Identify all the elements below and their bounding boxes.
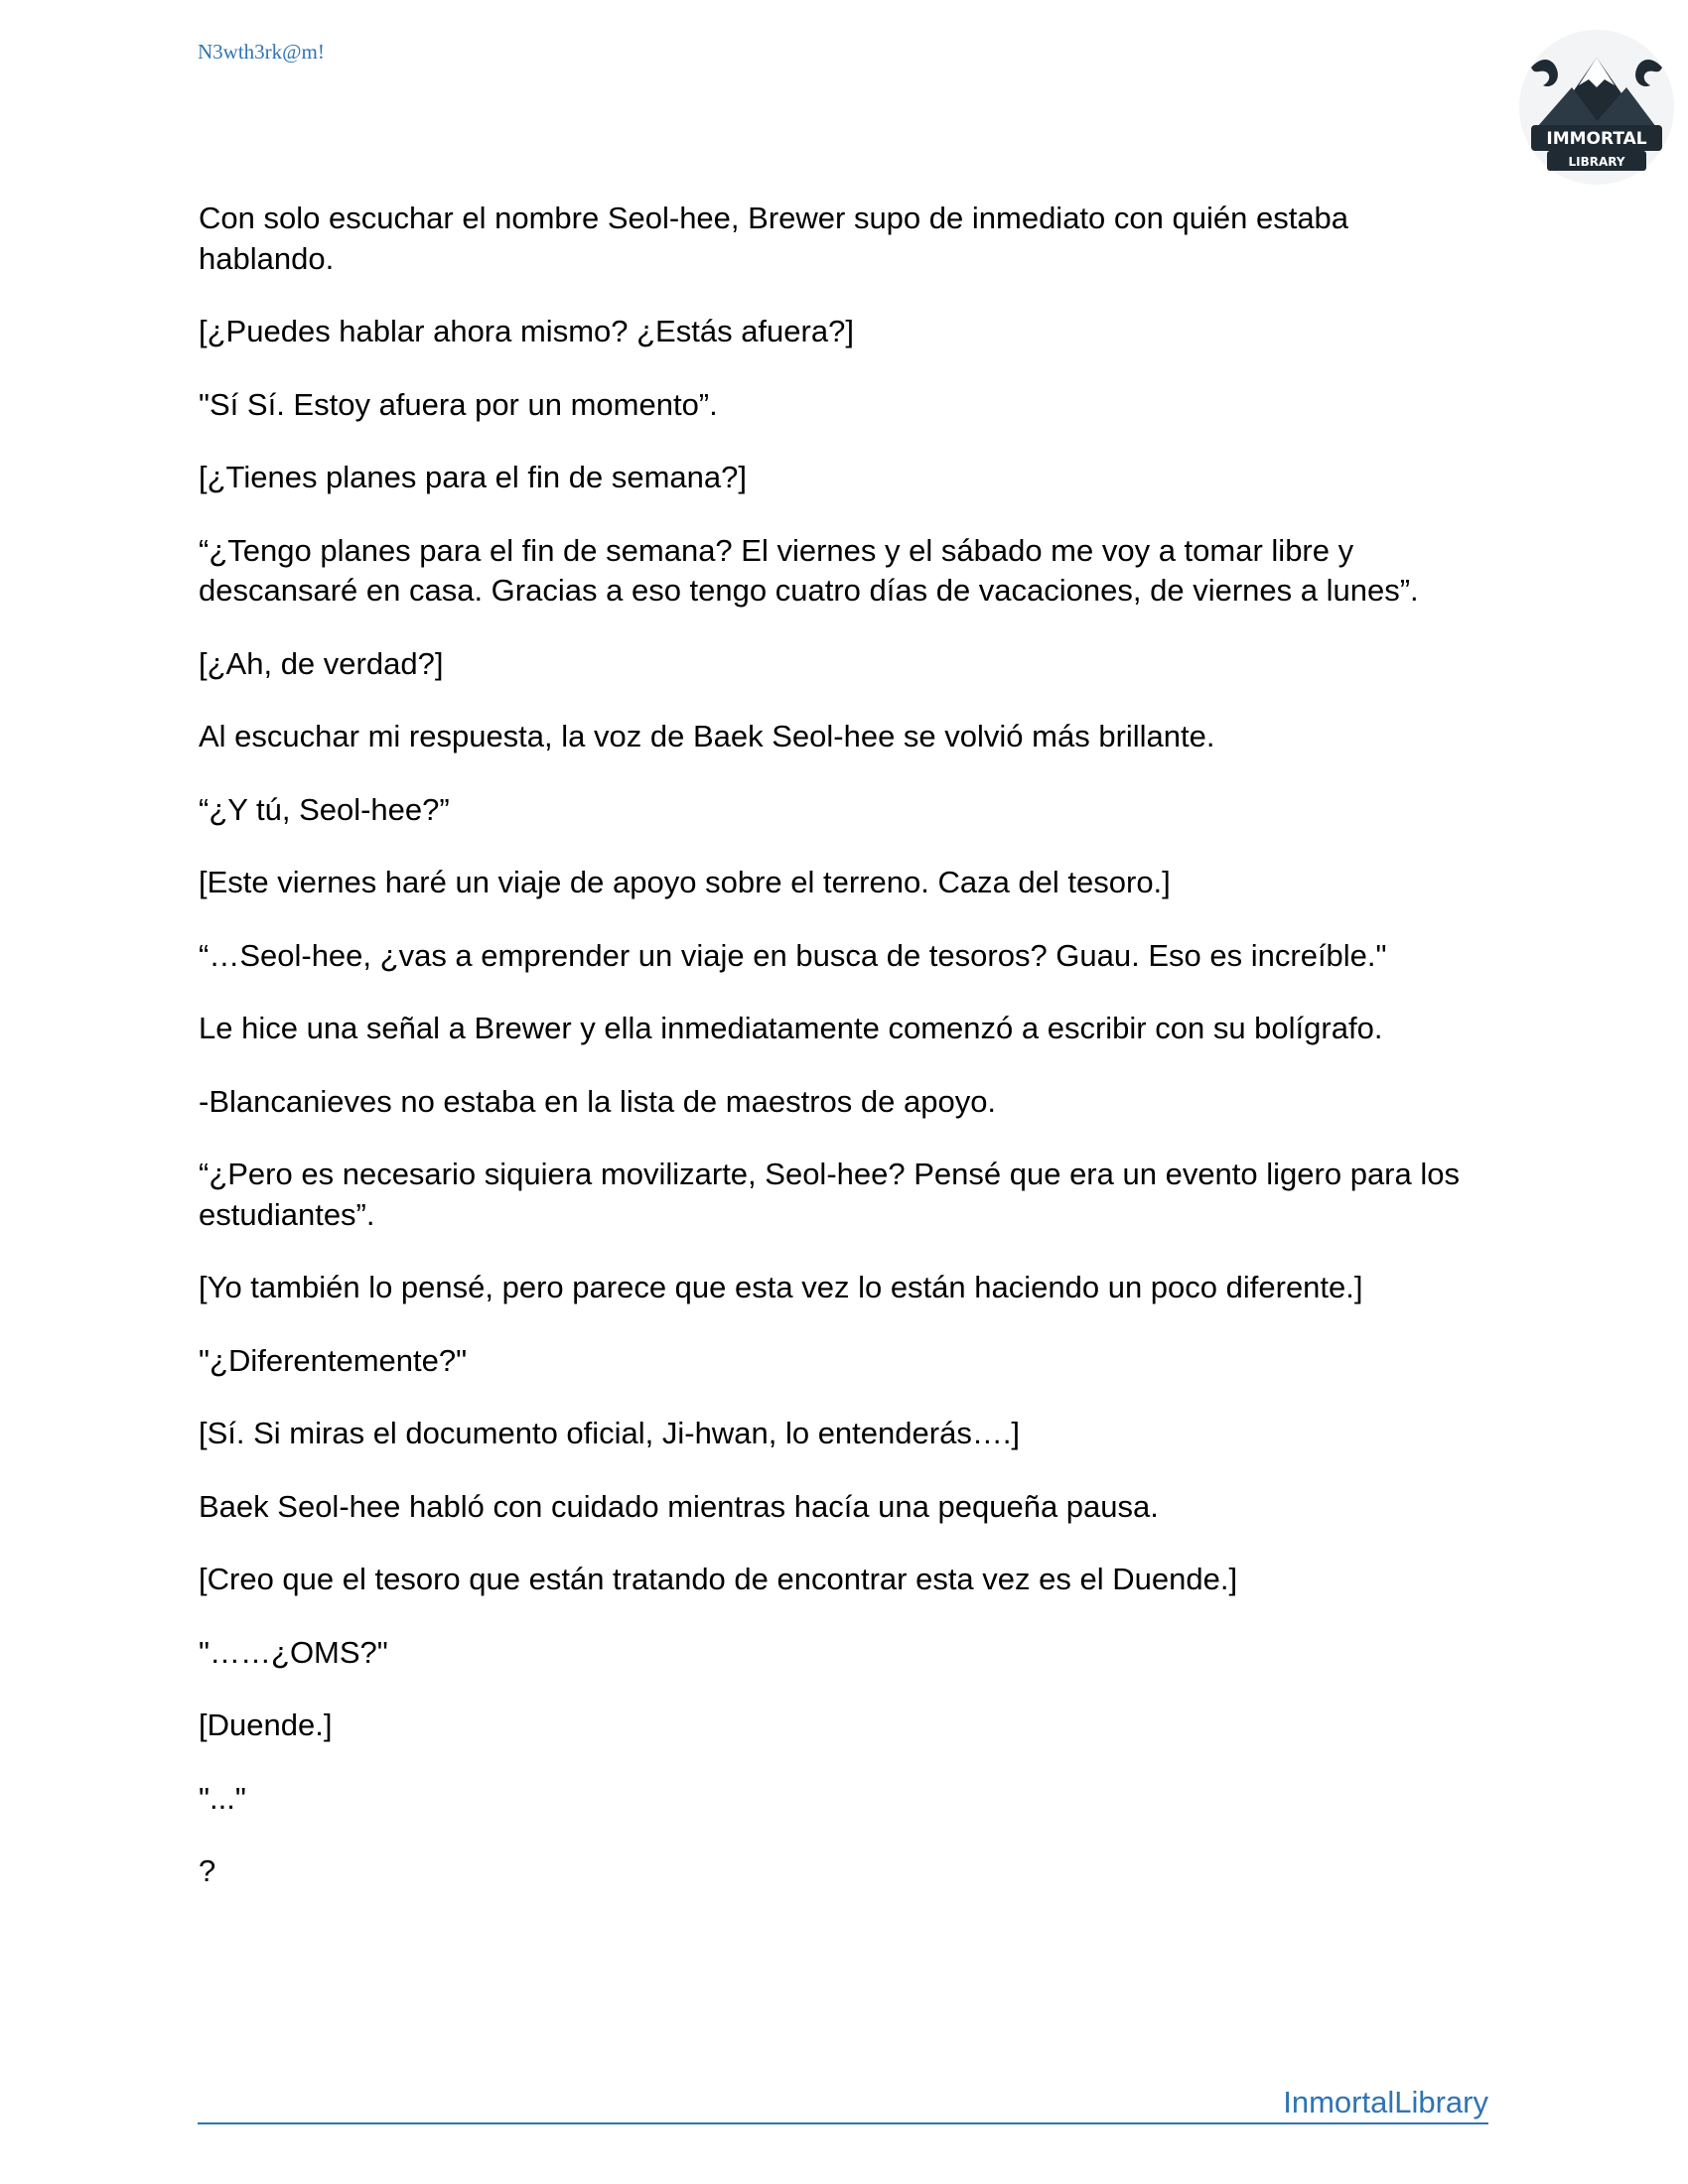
paragraph: [¿Ah, de verdad?]	[199, 645, 444, 681]
paragraph: Le hice una señal a Brewer y ella inmediatamente comenzó a escribir con su bolígrafo.	[199, 1011, 1383, 1045]
document-body	[199, 199, 1489, 1925]
paragraph: Baek Seol-hee habló con cuidado mientras hacía una pequeña pausa.	[199, 1488, 1159, 1524]
paragraph: "¿Diferentemente?"	[199, 1342, 468, 1378]
paragraph: “¿Tengo planes para el fin de semana? El viernes y el sábado me voy a tomar libre y descansaré en casa. Gracias a eso tengo cuatro días de vacaciones, de viernes a lunes”.	[199, 532, 1419, 608]
paragraph: ?	[199, 1853, 216, 1888]
paragraph: -Blancanieves no estaba en la lista de maestros de apoyo.	[199, 1083, 997, 1119]
paragraph: [Duende.]	[199, 1707, 333, 1742]
footer-link[interactable]: InmortalLibrary	[1283, 2085, 1488, 2119]
paragraph: Al escuchar mi respuesta, la voz de Baek Seol-hee se volvió más brillante.	[199, 719, 1215, 753]
paragraph: [Sí. Si miras el documento oficial, Ji-hwan, lo entenderás….]	[199, 1416, 1021, 1450]
paragraph: “…Seol-hee, ¿vas a emprender un viaje en busca de tesoros? Guau. Eso es increíble."	[199, 937, 1387, 973]
logo-text-top: IMMORTAL	[1546, 129, 1647, 149]
paragraph: Con solo escuchar el nombre Seol-hee, Brewer supo de inmediato con quién estaba hablando.	[199, 201, 1349, 276]
paragraph: "..."	[199, 1780, 246, 1816]
paragraph: “¿Y tú, Seol-hee?”	[199, 791, 450, 827]
paragraph: “¿Pero es necesario siquiera movilizarte, Seol-hee? Pensé que era un evento ligero para los estudiantes”.	[199, 1157, 1460, 1232]
paragraph: [¿Puedes hablar ahora mismo? ¿Estás afuera?]	[199, 314, 854, 348]
paragraph: "Sí Sí. Estoy afuera por un momento”.	[199, 386, 718, 422]
paragraph: [¿Tienes planes para el fin de semana?]	[199, 460, 748, 494]
paragraph: [Yo también lo pensé, pero parece que esta vez lo están haciendo un poco diferente.]	[199, 1270, 1363, 1304]
site-tag: N3wth3rk@m!	[198, 40, 325, 64]
paragraph: "……¿OMS?"	[199, 1634, 388, 1670]
logo-text-bottom: LIBRARY	[1568, 155, 1625, 169]
immortal-library-logo-icon	[1517, 28, 1676, 187]
footer-rule	[198, 2085, 1488, 2124]
paragraph: [Este viernes haré un viaje de apoyo sobre el terreno. Caza del tesoro.]	[199, 865, 1171, 899]
paragraph: [Creo que el tesoro que están tratando de encontrar esta vez es el Duende.]	[199, 1562, 1238, 1596]
